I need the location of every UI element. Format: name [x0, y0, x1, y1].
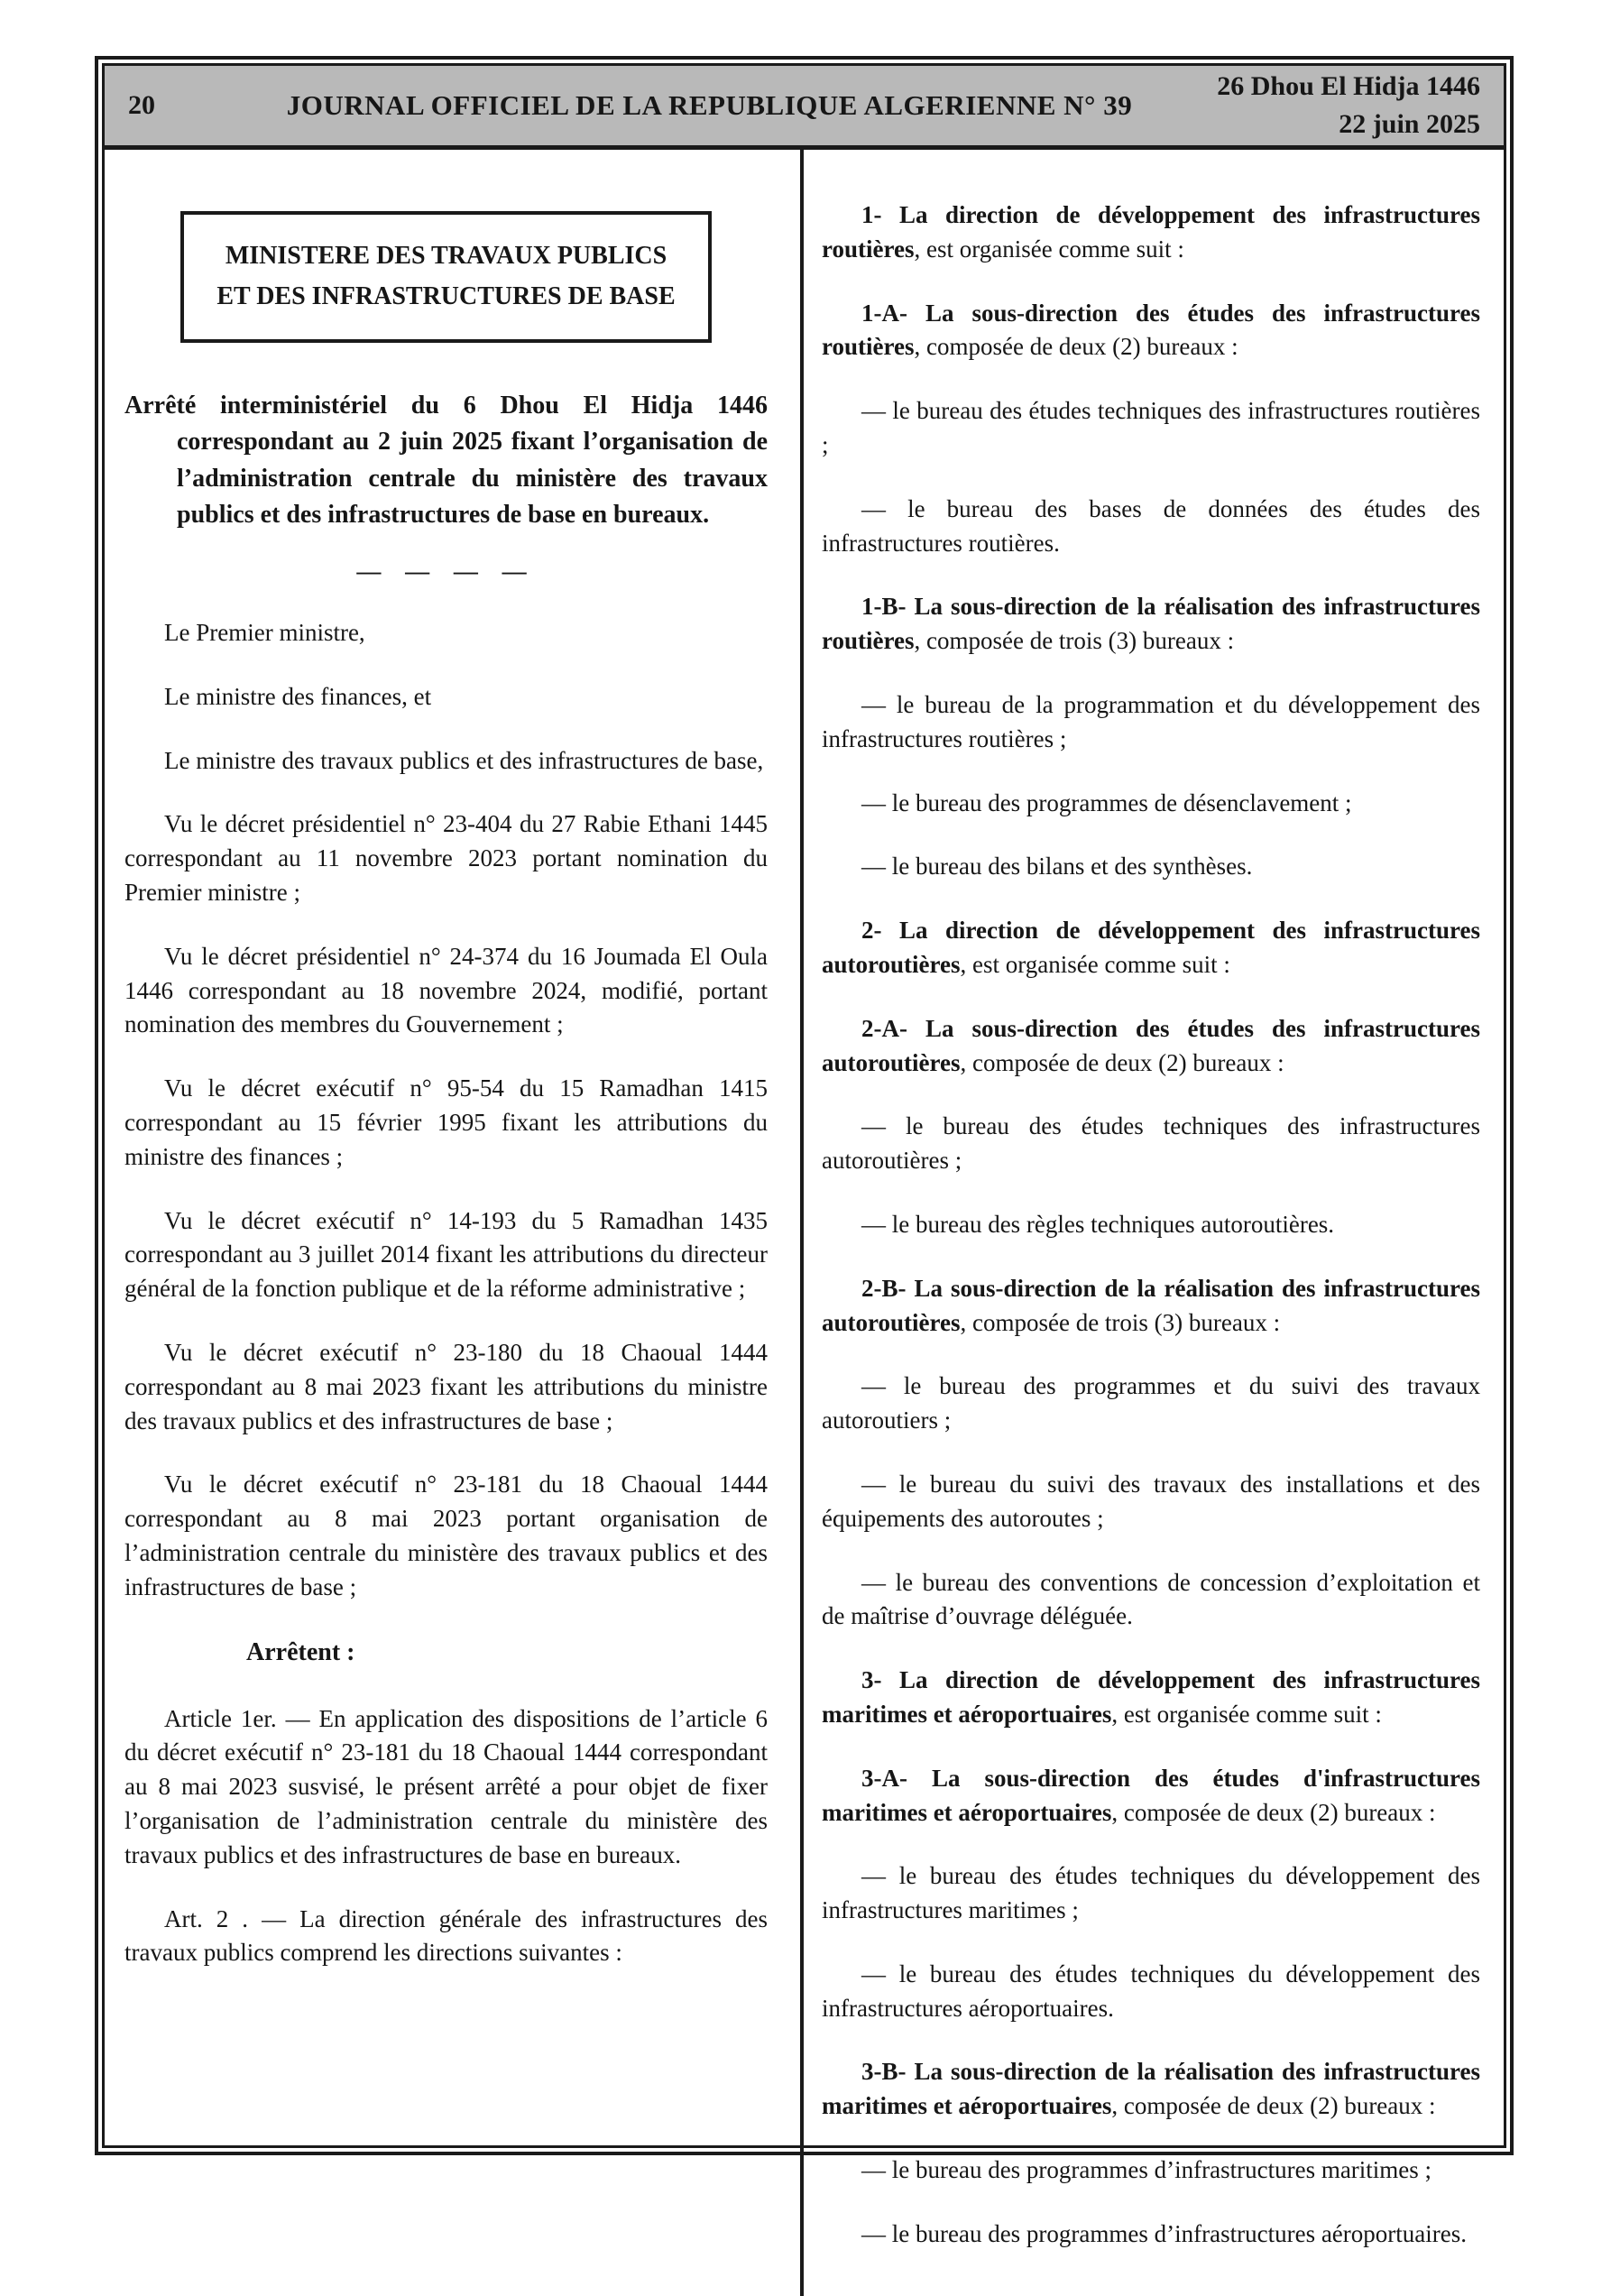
paragraph: Le Premier ministre,	[164, 618, 365, 646]
bullet-item: — le bureau des études techniques des infrastructures routières ;	[822, 397, 1480, 458]
ministry-title-line2: ET DES INFRASTRUCTURES DE BASE	[216, 281, 676, 310]
journal-title: JOURNAL OFFICIEL DE LA REPUBLIQUE ALGERIENNE N° 39	[286, 89, 1133, 121]
paragraph: Vu le décret exécutif n° 23-181 du 18 Chaoual 1444 correspondant au 8 mai 2023 portant organisation de l’administration centrale du ministère des travaux publics et des infrastructures de base ;	[124, 1471, 768, 1600]
article-1: Article 1er. — En application des dispositions de l’article 6 du décret exécutif n° 23-181 du 18 Chaoual 1444 correspondant au 8 mai 2023 susvisé, le présent arrêté a pour objet de fixer l’organisation de l’administration centrale du ministère des travaux publics et des infrastructures de base en bureaux.	[124, 1704, 768, 1868]
section-heading: 2-A- La sous-direction des études des infrastructures autoroutières, composée de deux (2) bureaux :	[822, 1014, 1480, 1076]
bullet-item: — le bureau des programmes et du suivi des travaux autoroutiers ;	[822, 1372, 1480, 1434]
left-paragraphs	[124, 616, 768, 1605]
bullet-item: — le bureau de la programmation et du développement des infrastructures routières ;	[822, 690, 1480, 752]
section-heading: 1-B- La sous-direction de la réalisation des infrastructures routières, composée de trois (3) bureaux :	[822, 593, 1480, 655]
paragraph: Vu le décret exécutif n° 23-180 du 18 Chaoual 1444 correspondant au 8 mai 2023 fixant les attributions du ministre des travaux publics et des infrastructures de base ;	[124, 1338, 768, 1434]
bullet-item: — le bureau des études techniques du développement des infrastructures aéroportuaires.	[822, 1959, 1480, 2022]
section-heading: 1-A- La sous-direction des études des infrastructures routières, composée de deux (2) bureaux :	[822, 299, 1480, 361]
article-2: Art. 2 . — La direction générale des infrastructures des travaux publics comprend les directions suivantes :	[124, 1904, 768, 1967]
header-dates	[1183, 68, 1480, 143]
header-band	[105, 66, 1504, 150]
arretent-line: Arrêtent :	[246, 1637, 355, 1666]
section-heading: 3-B- La sous-direction de la réalisation des infrastructures maritimes et aéroportuaires, composée de deux (2) bureaux :	[822, 2058, 1480, 2120]
bullet-item: — le bureau des études techniques des infrastructures autoroutières ;	[822, 1112, 1480, 1175]
date-gregorian: 22 juin 2025	[1339, 109, 1480, 139]
ministry-title-box	[180, 211, 712, 343]
bullet-item: — le bureau des règles techniques autoroutières.	[861, 1210, 1335, 1238]
paragraph: Vu le décret exécutif n° 95-54 du 15 Ramadhan 1415 correspondant au 15 février 1995 fixant les attributions du ministre des finances ;	[124, 1074, 768, 1170]
bullet-item: — le bureau des bilans et des synthèses.	[861, 853, 1253, 881]
page-number: 20	[128, 90, 155, 120]
date-hijri: 26 Dhou El Hidja 1446	[1217, 71, 1480, 101]
section-heading: 1- La direction de développement des infrastructures routières, est organisée comme suit :	[822, 201, 1480, 263]
bullet-item: — le bureau des bases de données des études des infrastructures routières.	[822, 494, 1480, 557]
separator-dashes: — — — —	[356, 557, 536, 585]
paragraph: Vu le décret exécutif n° 14-193 du 5 Ramadhan 1435 correspondant au 3 juillet 2014 fixant les attributions du directeur général de la fonction publique et de la réforme administrative ;	[124, 1206, 768, 1303]
left-column	[105, 150, 800, 2296]
bullet-item: — le bureau des programmes de désenclavement ;	[861, 788, 1352, 816]
bullet-item: — le bureau des conventions de concession d’exploitation et de maîtrise d’ouvrage déléguée.	[822, 1568, 1480, 1630]
section-heading: 3-A- La sous-direction des études d'infrastructures maritimes et aéroportuaires, composée de deux (2) bureaux :	[822, 1764, 1480, 1826]
decree-title: Arrêté interministériel du 6 Dhou El Hidja 1446 correspondant au 2 juin 2025 fixant l’organisation de l’administration centrale du ministère des travaux publics et des infrastructures de base en bureaux.	[124, 391, 768, 530]
bullet-item: — le bureau des études techniques du développement des infrastructures maritimes ;	[822, 1862, 1480, 1924]
page-frame	[95, 56, 1514, 2247]
section-heading: 3- La direction de développement des infrastructures maritimes et aéroportuaires, est organisée comme suit :	[822, 1666, 1480, 1728]
body-columns	[105, 150, 1504, 2296]
section-heading: 2-B- La sous-direction de la réalisation des infrastructures autoroutières, composée de trois (3) bureaux :	[822, 1274, 1480, 1336]
bullet-item: — le bureau des programmes d’infrastructures maritimes ;	[861, 2156, 1432, 2184]
page-frame-inner	[102, 63, 1506, 2247]
right-blocks	[822, 198, 1480, 2252]
bullet-item: — le bureau du suivi des travaux des installations et des équipements des autoroutes ;	[822, 1470, 1480, 1532]
bullet-item: — le bureau des programmes d’infrastructures aéroportuaires.	[861, 2219, 1467, 2247]
right-column	[804, 150, 1504, 2296]
ministry-title-line1: MINISTERE DES TRAVAUX PUBLICS	[225, 242, 667, 270]
paragraph: Vu le décret présidentiel n° 24-374 du 16 Joumada El Oula 1446 correspondant au 18 novembre 2024, modifié, portant nomination des membres du Gouvernement ;	[124, 942, 768, 1038]
section-heading: 2- La direction de développement des infrastructures autoroutières, est organisée comme suit :	[822, 917, 1480, 978]
paragraph: Le ministre des finances, et	[164, 682, 432, 710]
paragraph: Le ministre des travaux publics et des infrastructures de base,	[164, 746, 764, 774]
paragraph: Vu le décret présidentiel n° 23-404 du 27 Rabie Ethani 1445 correspondant au 11 novembre 2023 portant nomination du Premier ministre ;	[124, 810, 768, 906]
